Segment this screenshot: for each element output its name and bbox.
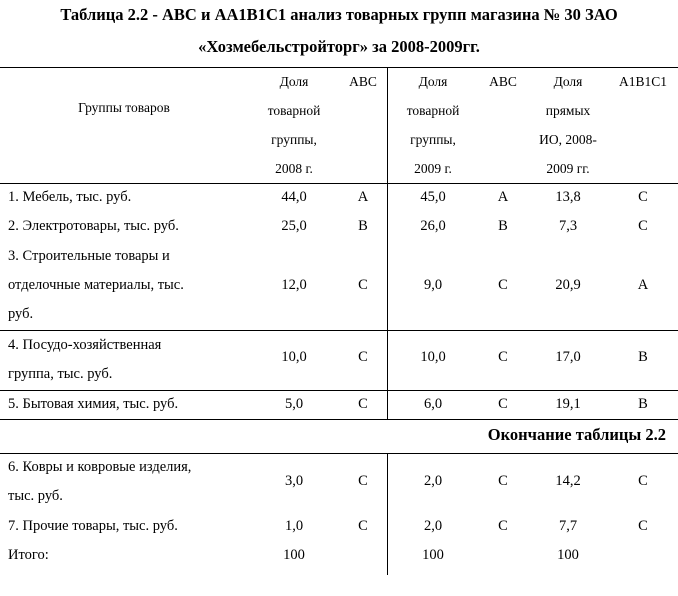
row6-a1b1c1: C (638, 473, 648, 489)
row5-share-2009: 6,0 (423, 396, 443, 412)
row4-a1b1c1: B (638, 349, 648, 365)
row1-share-2009: 45,0 (420, 189, 446, 205)
total-label: Итого: (8, 547, 49, 563)
row2-share-2009: 26,0 (420, 218, 446, 234)
row2-name: 2. Электротовары, тыс. руб. (8, 218, 179, 234)
row5-direct: 19,1 (555, 396, 581, 412)
row6-abc-2009: C (498, 473, 508, 489)
header-abc-2008: АВС (349, 74, 377, 89)
row6-direct: 14,2 (555, 473, 581, 489)
total-direct: 100 (557, 547, 579, 563)
row3-share-2008: 12,0 (281, 277, 307, 293)
row1-abc-2008: A (357, 189, 369, 205)
continuation-heading: Окончание таблицы 2.2 (487, 425, 666, 444)
row6-share-2008: 3,0 (284, 473, 304, 489)
row7-abc-2008: C (358, 518, 368, 534)
header-groups: Группы товаров (78, 100, 170, 115)
row7-share-2009: 2,0 (423, 518, 443, 534)
row6-name-line1: 6. Ковры и ковровые изделия, (8, 459, 192, 475)
row5-a1b1c1: B (638, 396, 648, 412)
row5-name: 5. Бытовая химия, тыс. руб. (8, 396, 179, 412)
row2-abc-2009: B (498, 218, 508, 234)
row4-name-line2: группа, тыс. руб. (8, 366, 113, 382)
header-abc-2009: АВС (489, 74, 517, 89)
row1-direct: 13,8 (555, 189, 581, 205)
row4-share-2009: 10,0 (420, 349, 446, 365)
table-title-line2: «Хозмебельстройторг» за 2008-2009гг. (198, 37, 480, 56)
row4-abc-2009: C (498, 349, 508, 365)
row3-name-line2: отделочные материалы, тыс. (8, 277, 184, 293)
row5-abc-2008: C (358, 396, 368, 412)
row3-name-line3: руб. (8, 306, 34, 322)
row2-direct: 7,3 (558, 218, 578, 234)
header-a1b1c1: А1В1С1 (618, 74, 667, 89)
row4-share-2008: 10,0 (281, 349, 307, 365)
row3-name-line1: 3. Строительные товары и (8, 248, 170, 264)
header-share-2008: Доля товарной группы, 2008 г. (267, 74, 321, 176)
row3-share-2009: 9,0 (423, 277, 443, 293)
row1-abc-2009: A (497, 189, 509, 205)
row7-abc-2009: C (498, 518, 508, 534)
row1-name: 1. Мебель, тыс. руб. (8, 189, 132, 205)
row6-abc-2008: C (358, 473, 368, 489)
row1-a1b1c1: C (638, 189, 648, 205)
total-share-2008: 100 (283, 547, 305, 563)
row7-share-2008: 1,0 (284, 518, 304, 534)
row6-share-2009: 2,0 (423, 473, 443, 489)
row3-direct: 20,9 (555, 277, 581, 293)
header-direct-share: Доля прямых ИО, 2008- 2009 гг. (539, 74, 597, 176)
total-share-2009: 100 (422, 547, 444, 563)
row6-name-line2: тыс. руб. (8, 488, 63, 504)
row2-share-2008: 25,0 (281, 218, 307, 234)
row7-direct: 7,7 (558, 518, 578, 534)
row7-name: 7. Прочие товары, тыс. руб. (8, 518, 178, 534)
row3-abc-2009: C (498, 277, 508, 293)
row5-share-2008: 5,0 (284, 396, 304, 412)
row7-a1b1c1: C (638, 518, 648, 534)
header-share-2009: Доля товарной группы, 2009 г. (406, 74, 460, 176)
row2-abc-2008: B (358, 218, 368, 234)
row1-share-2008: 44,0 (281, 189, 307, 205)
row3-abc-2008: C (358, 277, 368, 293)
table-title-line1: Таблица 2.2 - АВС и АА1В1С1 анализ товарных групп магазина № 30 ЗАО (60, 5, 618, 24)
row2-a1b1c1: C (638, 218, 648, 234)
row4-abc-2008: C (358, 349, 368, 365)
row4-name-line1: 4. Посудо-хозяйственная (8, 337, 162, 353)
row3-a1b1c1: A (637, 277, 649, 293)
rule-row5-bottom (0, 419, 678, 420)
row5-abc-2009: C (498, 396, 508, 412)
row4-direct: 17,0 (555, 349, 581, 365)
